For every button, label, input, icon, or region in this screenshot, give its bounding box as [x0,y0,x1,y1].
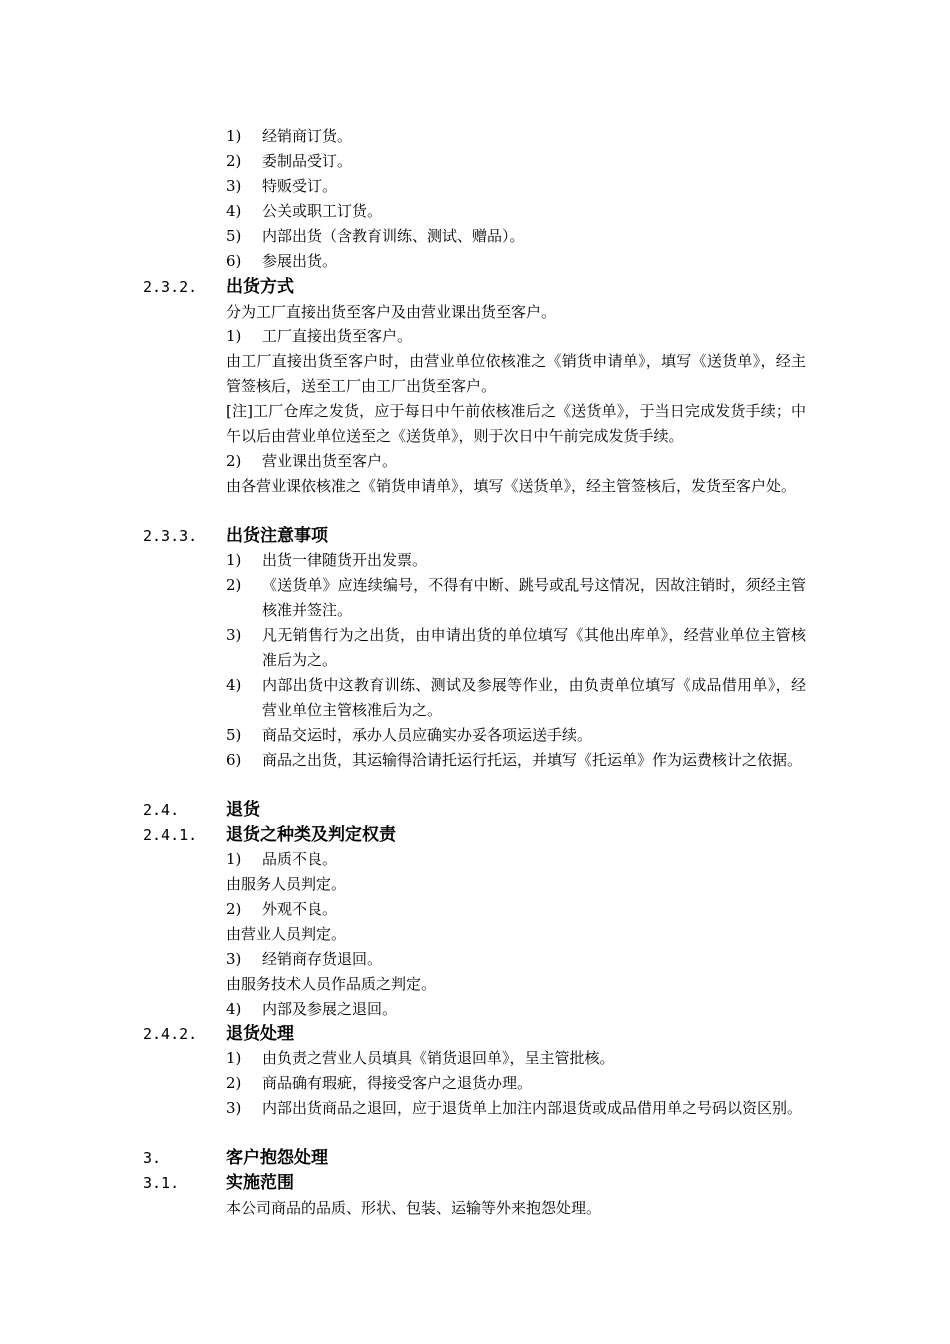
paragraph: 由服务技术人员作品质之判定。 [226,975,437,993]
item-text: 公关或职工订货。 [262,202,383,220]
section-number: 2.4.2. [143,1025,198,1043]
item-number: 1) [226,1049,242,1067]
item-text: 出货一律随货开出发票。 [262,551,428,569]
paragraph: 由工厂直接出货至客户时，由营业单位依核准之《销货申请单》，填写《送货单》，经主管签核后，送至工厂由工厂出货至客户。 [226,352,806,395]
list-item [226,897,806,922]
list-item [226,124,806,149]
list-item [226,1096,806,1121]
list-item [226,947,806,972]
item-number: 2) [226,900,242,918]
item-number: 1) [226,850,242,868]
item-text: 内部出货商品之退回，应于退货单上加注内部退货或成品借用单之号码以资区别。 [262,1099,803,1117]
item-text: 商品确有瑕疵，得接受客户之退货办理。 [262,1074,533,1092]
item-text: 内部及参展之退回。 [262,1000,398,1018]
list-item [226,449,806,474]
note-paragraph: [注]工厂仓库之发货，应于每日中午前依核准后之《送货单》，于当日完成发货手续；中午以后由营业单位送至之《送货单》，则于次日中午前完成发货手续。 [226,402,806,445]
item-number: 4) [226,1000,242,1018]
list-item [226,1046,806,1071]
section-number: 2.3.3. [143,527,198,545]
section-number: 3. [143,1149,162,1167]
item-number: 1) [226,551,242,569]
item-number: 4) [226,676,242,694]
list-item [226,623,806,673]
item-number: 5) [226,227,242,245]
list-item [226,199,806,224]
item-number: 1) [226,127,242,145]
item-text: 凡无销售行为之出货，由申请出货的单位填写《其他出库单》，经营业单位主管核准后为之。 [262,626,806,669]
item-number: 2) [226,576,242,594]
list-item [226,249,806,274]
item-number: 3) [226,950,242,968]
section-title: 退货处理 [226,1024,294,1044]
list-item [226,748,806,773]
item-text: 营业课出货至客户。 [262,452,398,470]
list-item [226,573,806,623]
list-item [226,673,806,723]
item-text: 特贩受订。 [262,177,338,195]
paragraph: 由服务人员判定。 [226,875,347,893]
item-text: 工厂直接出货至客户。 [262,327,413,345]
item-number: 2) [226,152,242,170]
paragraph: 本公司商品的品质、形状、包装、运输等外来抱怨处理。 [226,1199,602,1217]
item-number: 6) [226,252,242,270]
item-text: 内部出货中这教育训练、测试及参展等作业，由负责单位填写《成品借用单》，经营业单位主管核准后为之。 [262,676,806,719]
item-number: 3) [226,1099,242,1117]
paragraph: 由营业人员判定。 [226,925,347,943]
section-number: 3.1. [143,1174,180,1192]
item-text: 《送货单》应连续编号，不得有中断、跳号或乱号这情况，因故注销时，须经主管核准并签注。 [262,576,806,619]
item-text: 品质不良。 [262,850,338,868]
item-text: 由负责之营业人员填具《销货退回单》，呈主管批核。 [262,1049,615,1067]
section-title: 退货之种类及判定权责 [226,825,396,845]
list-item [226,224,806,249]
list-item [226,847,806,872]
item-number: 2) [226,452,242,470]
list-item [226,997,806,1022]
list-item [226,1071,806,1096]
paragraph: 由各营业课依核准之《销货申请单》，填写《送货单》，经主管签核后，发货至客户处。 [226,477,797,495]
section-title: 实施范围 [226,1173,294,1193]
list-item [226,548,806,573]
section-title: 退货 [226,800,260,820]
item-text: 经销商存货退回。 [262,950,383,968]
item-number: 2) [226,1074,242,1092]
paragraph: 分为工厂直接出货至客户及由营业课出货至客户。 [226,303,557,321]
item-text: 参展出货。 [262,252,338,270]
item-text: 商品交运时，承办人员应确实办妥各项运送手续。 [262,726,593,744]
item-number: 3) [226,626,242,644]
item-text: 委制品受订。 [262,152,353,170]
section-title: 出货注意事项 [226,526,328,546]
item-number: 3) [226,177,242,195]
item-number: 5) [226,726,242,744]
list-item [226,149,806,174]
list-item [226,324,806,349]
item-number: 1) [226,327,242,345]
section-number: 2.3.2. [143,278,198,296]
item-number: 4) [226,202,242,220]
item-text: 内部出货（含教育训练、测试、赠品）。 [262,227,525,245]
item-number: 6) [226,751,242,769]
list-item [226,174,806,199]
section-title: 客户抱怨处理 [226,1148,328,1168]
section-title: 出货方式 [226,277,294,297]
section-number: 2.4. [143,801,180,819]
item-text: 外观不良。 [262,900,338,918]
item-text: 商品之出货，其运输得洽请托运行托运，并填写《托运单》作为运费核计之依据。 [262,751,803,769]
item-text: 经销商订货。 [262,127,353,145]
list-item [226,723,806,748]
section-number: 2.4.1. [143,826,198,844]
